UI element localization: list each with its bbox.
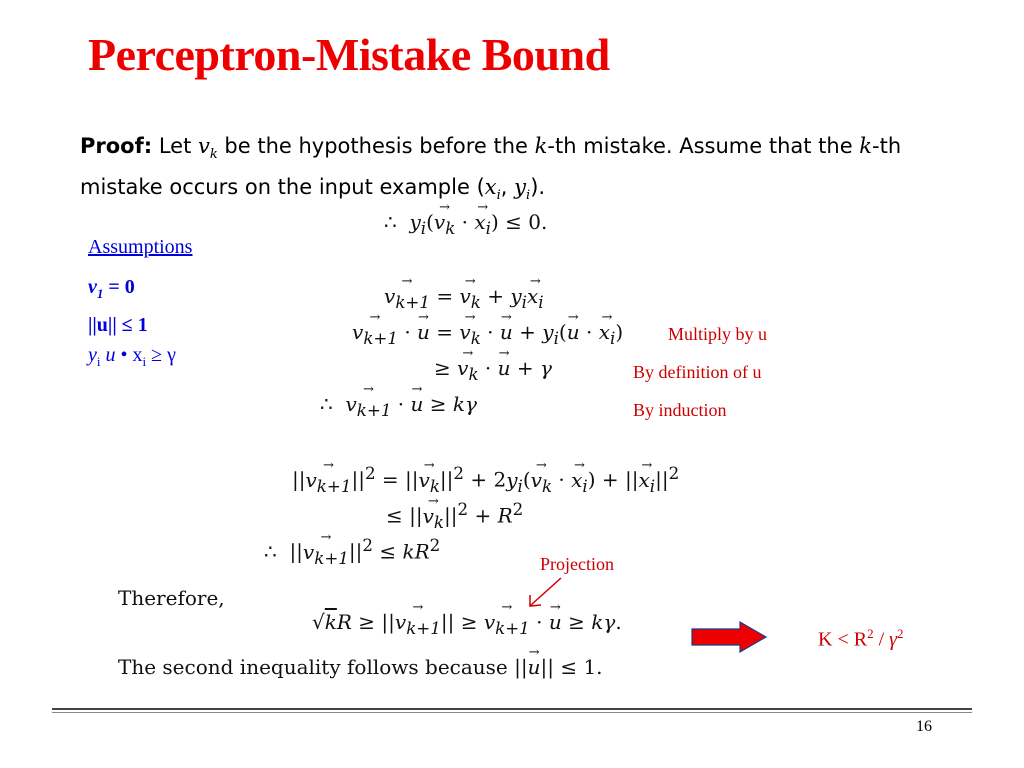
proof-x: x bbox=[484, 175, 497, 200]
proof-text-2: be the hypothesis before the bbox=[217, 134, 535, 158]
proof-label: Proof: bbox=[80, 134, 153, 158]
second-inequality-label: The second inequality follows because bbox=[118, 655, 508, 679]
assumption-margin-x-sub: i bbox=[142, 354, 147, 369]
result-arrow-icon bbox=[690, 620, 770, 654]
footer-rule-thick bbox=[52, 708, 972, 710]
result-bound bbox=[818, 626, 904, 652]
proof-v-sub: k bbox=[209, 147, 218, 163]
proof-k-2: k bbox=[859, 134, 873, 158]
result-gamma: γ bbox=[889, 628, 898, 651]
assumption-margin-u: u bbox=[100, 344, 116, 366]
slide-title: Perceptron-Mistake Bound bbox=[88, 29, 610, 80]
assumption-v1-symbol: v bbox=[88, 276, 97, 298]
proof-v: v bbox=[197, 134, 210, 158]
assumption-margin-y-sub: i bbox=[96, 354, 101, 369]
proof-paragraph bbox=[80, 130, 960, 212]
second-inequality-text: The second inequality follows because ||→ u|| ≤ 1. bbox=[118, 655, 603, 679]
result-slash: / bbox=[873, 628, 890, 651]
assumption-v1 bbox=[88, 276, 135, 302]
proof-k-1: k bbox=[534, 134, 548, 158]
proof-text-4: -th mistake occurs on the input example ( bbox=[80, 134, 902, 200]
equation-norm-induction: ∴ ||→ $v_{k+1}||^2 \le kR^2$ bbox=[264, 536, 440, 568]
proof-text-3: -th mistake. Assume that the bbox=[547, 134, 860, 158]
page-number: 16 bbox=[916, 718, 932, 735]
proof-comma: , bbox=[500, 175, 515, 200]
note-multiply: Multiply by u bbox=[668, 324, 768, 344]
assumption-norm: ||u|| ≤ 1 bbox=[88, 314, 148, 336]
equation-update-rule: → $v_{k+1}$ = → $v_k + y_i\to x_i$ bbox=[384, 284, 544, 312]
equation-induction: ∴ → $v_{k+1}$ · → u ≥ kγ bbox=[320, 392, 477, 420]
result-sup-2: 2 bbox=[897, 626, 904, 641]
equation-final-bound: √kR ≥ ||→ $v_{k+1}||$ ≥ → $v_{k+1}$ · → u ≥ kγ. bbox=[312, 610, 622, 638]
note-definition: By definition of u bbox=[633, 362, 762, 382]
assumption-v1-sub: 1 bbox=[96, 286, 104, 301]
proof-text-5: ). bbox=[530, 175, 546, 200]
proof-y: y bbox=[514, 175, 527, 200]
therefore-text: Therefore, bbox=[118, 586, 225, 610]
proof-x-sub: i bbox=[496, 188, 501, 204]
note-projection: Projection bbox=[540, 554, 614, 574]
equation-definition-u: ≥ → $v_k$ · → u + γ bbox=[434, 356, 552, 384]
assumption-margin-rest: ≥ γ bbox=[146, 344, 176, 366]
assumption-v1-rest: = 0 bbox=[103, 276, 135, 298]
proof-y-sub: i bbox=[526, 188, 531, 204]
equation-norm-bound: ≤ ||→ $v_k||^2 + R^2$ bbox=[386, 500, 523, 532]
assumption-margin bbox=[88, 344, 176, 370]
assumption-margin-y: y bbox=[88, 344, 97, 366]
equation-mistake-condition: ∴ $y_i(\to v_k$ · → $x_i) \le 0$. bbox=[384, 210, 547, 238]
proof-text-1: Let bbox=[152, 134, 198, 158]
result-k: K < R bbox=[818, 628, 868, 651]
equation-norm-expansion: ||→ $v_{k+1}||^2$ = ||→ $v_k||^2 + 2y_i(\to v_k$ · → $x_i$) + ||→ $x_i||^2$ bbox=[292, 464, 679, 496]
assumption-margin-x: • x bbox=[115, 344, 143, 366]
footer-rule-thin bbox=[52, 712, 972, 713]
assumptions-heading: Assumptions bbox=[88, 236, 193, 258]
note-induction: By induction bbox=[633, 400, 727, 420]
result-sup-1: 2 bbox=[867, 626, 874, 641]
equation-multiply-u: → $v_{k+1}$ · → u = → $v_k$ · → $u + y_i(\to u$ · → $x_i$) bbox=[352, 320, 623, 348]
